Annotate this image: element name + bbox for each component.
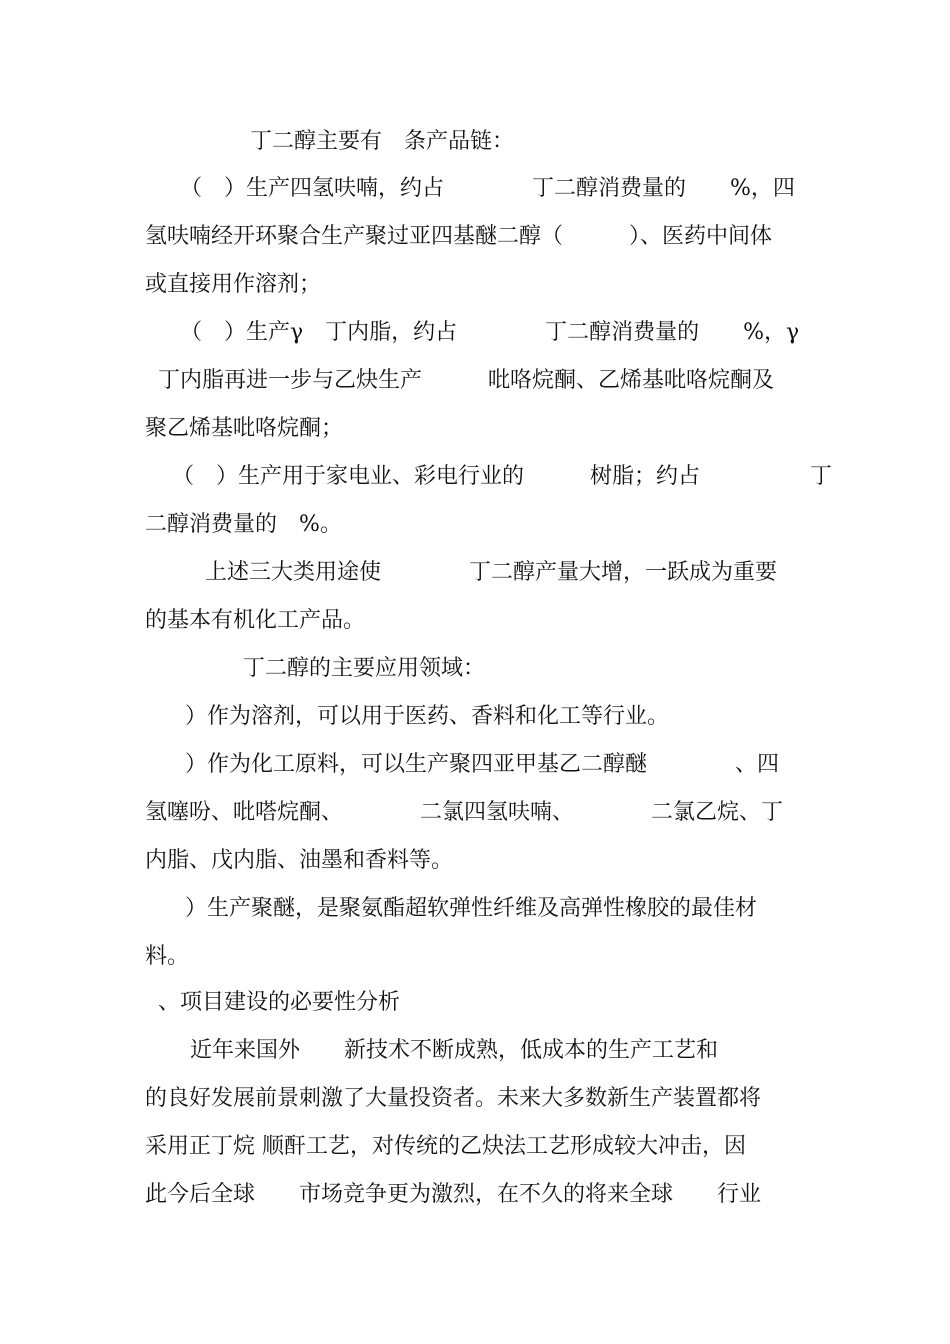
paragraph-line: 的良好发展前景刺激了大量投资者。未来大多数新生产装置都将: [145, 1086, 762, 1111]
paragraph-line: 内脂、戊内脂、油墨和香料等。: [145, 848, 454, 873]
section-heading-applications: 丁二醇的主要应用领域：: [243, 656, 486, 681]
section-heading-product-chains: 丁二醇主要有 条产品链：: [250, 129, 515, 154]
paragraph-line: （ ）生产用于家电业、彩电行业的 树脂；约占 丁: [172, 464, 833, 489]
paragraph-line: 二醇消费量的 %。: [145, 512, 342, 537]
paragraph-line: （ ）生产γ 丁内脂，约占 丁二醇消费量的 %，γ: [180, 320, 800, 345]
paragraph-line: 上述三大类用途使 丁二醇产量大增，一跃成为重要: [205, 560, 778, 585]
paragraph-line: 近年来国外 新技术不断成熟，低成本的生产工艺和: [190, 1038, 719, 1063]
paragraph-line: 氢噻吩、吡嗒烷酮、 二氯四氢呋喃、 二氯乙烷、丁: [145, 800, 784, 825]
paragraph-line: 的基本有机化工产品。: [145, 608, 366, 633]
paragraph-line: 此今后全球 市场竞争更为激烈，在不久的将来全球 行业: [145, 1182, 762, 1207]
list-item: ）生产聚醚，是聚氨酯超软弹性纤维及高弹性橡胶的最佳材: [185, 896, 758, 921]
paragraph-line: （ ）生产四氢呋喃，约占 丁二醇消费量的 %，四: [180, 176, 795, 201]
paragraph-line: 或直接用作溶剂；: [145, 272, 322, 297]
paragraph-line: 采用正丁烷 顺酐工艺，对传统的乙炔法工艺形成较大冲击，因: [145, 1134, 746, 1159]
list-item: ）作为溶剂，可以用于医药、香料和化工等行业。: [185, 704, 670, 729]
paragraph-line: 聚乙烯基吡咯烷酮；: [145, 416, 344, 441]
section-heading-necessity: 、项目建设的必要性分析: [158, 990, 401, 1015]
list-item: ）作为化工原料，可以生产聚四亚甲基乙二醇醚 、四: [185, 752, 780, 777]
paragraph-line: 丁内脂再进一步与乙炔生产 吡咯烷酮、乙烯基吡咯烷酮及: [158, 368, 775, 393]
paragraph-line: 料。: [145, 944, 190, 969]
paragraph-line: 氢呋喃经开环聚合生产聚过亚四基醚二醇（ ）、医药中间体: [145, 224, 773, 249]
